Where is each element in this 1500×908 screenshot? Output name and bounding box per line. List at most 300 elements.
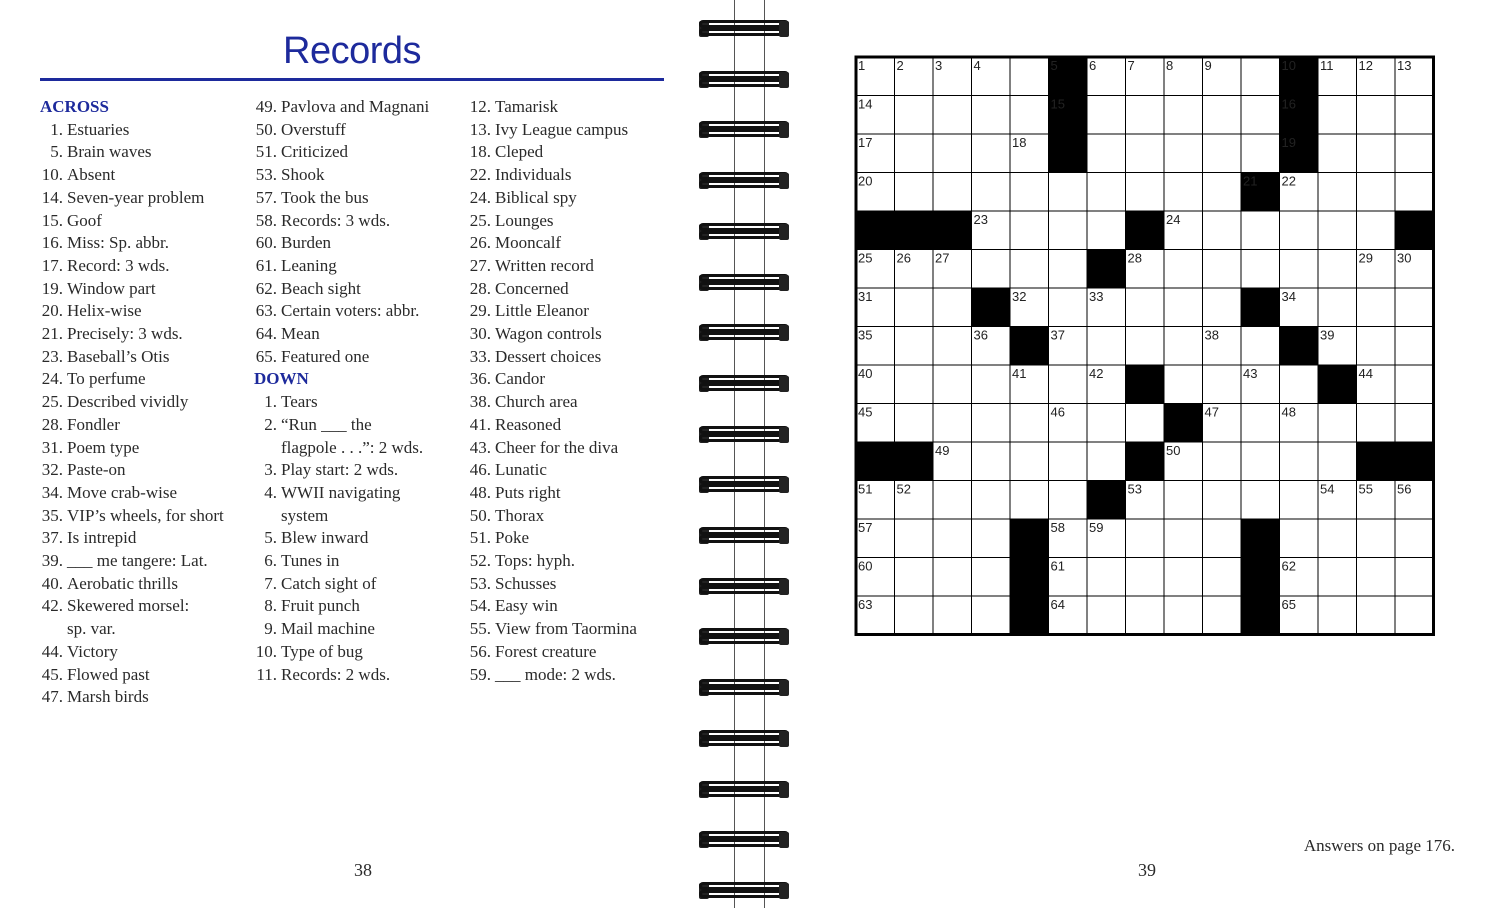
clue-item bbox=[254, 505, 429, 528]
clue-text: Church area bbox=[495, 392, 578, 412]
grid-cell[interactable] bbox=[1318, 558, 1357, 597]
clue-text: sp. var. bbox=[67, 619, 116, 639]
grid-cell[interactable] bbox=[933, 596, 972, 635]
spiral-coil bbox=[699, 525, 789, 547]
grid-cell[interactable] bbox=[1395, 365, 1434, 404]
clue-text: Move crab-wise bbox=[67, 482, 177, 502]
cell-number: 41 bbox=[1012, 366, 1027, 381]
grid-cell[interactable] bbox=[895, 173, 934, 212]
black-square bbox=[895, 211, 934, 250]
clue-number: 9. bbox=[264, 619, 277, 639]
cell-number: 34 bbox=[1281, 289, 1296, 304]
grid-cell[interactable] bbox=[933, 404, 972, 443]
grid-cell[interactable] bbox=[1357, 173, 1396, 212]
grid-cell[interactable] bbox=[1049, 442, 1088, 481]
cell-number: 63 bbox=[858, 597, 873, 612]
clue-number: 40. bbox=[41, 573, 63, 593]
grid-cell[interactable] bbox=[1395, 404, 1434, 443]
clue-item bbox=[254, 595, 429, 618]
cell-number: 27 bbox=[935, 250, 950, 266]
grid-cell[interactable] bbox=[1280, 250, 1319, 289]
grid-cell[interactable] bbox=[1203, 365, 1242, 404]
grid-cell[interactable] bbox=[1241, 134, 1280, 173]
grid-cell[interactable] bbox=[1318, 173, 1357, 212]
grid-cell[interactable] bbox=[1357, 211, 1396, 250]
cell-number: 11 bbox=[1320, 58, 1334, 73]
clue-item bbox=[40, 482, 224, 505]
cell-number: 48 bbox=[1281, 404, 1296, 420]
clue-item bbox=[40, 686, 224, 709]
clue-number: 17. bbox=[41, 255, 63, 275]
grid-cell[interactable] bbox=[1126, 288, 1165, 327]
cell-number: 33 bbox=[1089, 289, 1104, 304]
puzzle-title: Records bbox=[283, 30, 421, 72]
clue-number: 61. bbox=[255, 255, 277, 275]
clue-item bbox=[468, 368, 637, 391]
clue-number: 1. bbox=[50, 119, 63, 139]
grid-cell[interactable] bbox=[1126, 173, 1165, 212]
clue-text: Aerobatic thrills bbox=[67, 573, 178, 593]
clue-item bbox=[40, 437, 224, 460]
cell-number: 1 bbox=[858, 58, 866, 73]
clue-number: 45. bbox=[41, 664, 63, 684]
grid-cell[interactable] bbox=[895, 327, 934, 366]
grid-cell[interactable] bbox=[895, 404, 934, 443]
clue-item bbox=[468, 482, 637, 505]
clue-text: Brain waves bbox=[67, 142, 152, 162]
cell-number: 47 bbox=[1204, 404, 1219, 420]
clue-number: 1. bbox=[264, 392, 277, 412]
cell-number: 55 bbox=[1358, 481, 1373, 497]
grid-cell[interactable] bbox=[1395, 96, 1434, 135]
grid-cell[interactable] bbox=[1203, 250, 1242, 289]
grid-cell[interactable] bbox=[1241, 57, 1280, 96]
grid-cell[interactable] bbox=[1318, 288, 1357, 327]
clue-number: 10. bbox=[41, 165, 63, 185]
cell-number: 24 bbox=[1166, 212, 1181, 227]
spiral-coil bbox=[699, 880, 789, 902]
clue-item bbox=[468, 232, 637, 255]
grid-cell[interactable] bbox=[1241, 442, 1280, 481]
spiral-coil bbox=[699, 322, 789, 344]
cell-number: 39 bbox=[1320, 327, 1335, 343]
clue-text: Schusses bbox=[495, 573, 557, 593]
clue-number: 57. bbox=[255, 187, 277, 207]
clue-number: 48. bbox=[469, 482, 491, 502]
grid-cell[interactable] bbox=[895, 134, 934, 173]
grid-cell[interactable] bbox=[1318, 96, 1357, 135]
cell-number: 40 bbox=[858, 366, 873, 381]
grid-cell[interactable] bbox=[1395, 134, 1434, 173]
clue-number: 4. bbox=[264, 482, 277, 502]
clue-item bbox=[468, 210, 637, 233]
grid-cell[interactable] bbox=[1357, 288, 1396, 327]
grid-cell[interactable] bbox=[1318, 250, 1357, 289]
clue-text: Written record bbox=[495, 255, 594, 275]
clue-item bbox=[254, 391, 429, 414]
grid-cell[interactable] bbox=[895, 96, 934, 135]
grid-cell[interactable] bbox=[1241, 481, 1280, 520]
grid-cell[interactable] bbox=[1126, 404, 1165, 443]
clue-item bbox=[468, 164, 637, 187]
clue-item bbox=[468, 300, 637, 323]
clue-item bbox=[40, 573, 224, 596]
grid-cell[interactable] bbox=[972, 481, 1011, 520]
clue-item bbox=[254, 618, 429, 641]
grid-cell[interactable] bbox=[1010, 442, 1049, 481]
grid-cell[interactable] bbox=[1280, 365, 1319, 404]
clue-item bbox=[254, 482, 429, 505]
grid-cell[interactable] bbox=[1357, 96, 1396, 135]
clue-item bbox=[254, 119, 429, 142]
clue-number: 11. bbox=[256, 664, 277, 684]
grid-cell[interactable] bbox=[1126, 596, 1165, 635]
clue-text: Took the bus bbox=[281, 187, 369, 207]
clue-item bbox=[468, 187, 637, 210]
clue-item bbox=[254, 232, 429, 255]
grid-cell[interactable] bbox=[1087, 442, 1126, 481]
clue-number: 32. bbox=[41, 460, 63, 480]
clue-item bbox=[40, 550, 224, 573]
grid-cell[interactable] bbox=[1164, 173, 1203, 212]
clue-text: Featured one bbox=[281, 346, 370, 366]
grid-cell[interactable] bbox=[1280, 442, 1319, 481]
clue-text: Lounges bbox=[495, 210, 554, 230]
cell-number: 28 bbox=[1127, 250, 1142, 266]
across-heading: ACROSS bbox=[40, 97, 109, 116]
grid-cell[interactable] bbox=[1164, 327, 1203, 366]
grid-cell[interactable] bbox=[1280, 519, 1319, 558]
cell-number: 49 bbox=[935, 443, 950, 458]
grid-cell[interactable] bbox=[1010, 404, 1049, 443]
grid-cell[interactable] bbox=[1357, 596, 1396, 635]
grid-cell[interactable] bbox=[933, 96, 972, 135]
grid-cell[interactable] bbox=[1203, 96, 1242, 135]
cell-number: 19 bbox=[1281, 135, 1296, 150]
cell-number: 7 bbox=[1127, 58, 1135, 73]
grid-cell[interactable] bbox=[933, 327, 972, 366]
clue-text: Play start: 2 wds. bbox=[281, 460, 399, 480]
grid-cell[interactable] bbox=[1395, 327, 1434, 366]
grid-cell[interactable] bbox=[1049, 211, 1088, 250]
grid-cell[interactable] bbox=[1203, 288, 1242, 327]
grid-cell[interactable] bbox=[1395, 596, 1434, 635]
clue-text: Is intrepid bbox=[67, 528, 137, 548]
clue-number: 50. bbox=[255, 119, 277, 139]
grid-cell[interactable] bbox=[1087, 96, 1126, 135]
clue-number: 44. bbox=[41, 641, 63, 661]
grid-cell[interactable] bbox=[1395, 519, 1434, 558]
grid-cell[interactable] bbox=[895, 596, 934, 635]
grid-cell[interactable] bbox=[1010, 57, 1049, 96]
grid-cell[interactable] bbox=[1164, 134, 1203, 173]
clue-item bbox=[254, 414, 429, 437]
clue-item bbox=[254, 278, 429, 301]
clue-number: 65. bbox=[255, 346, 277, 366]
grid-cell[interactable] bbox=[972, 404, 1011, 443]
grid-cell[interactable] bbox=[933, 288, 972, 327]
clue-text: Poem type bbox=[67, 437, 140, 457]
clue-number: 51. bbox=[255, 142, 277, 162]
clue-text: Estuaries bbox=[67, 119, 130, 139]
grid-cell[interactable] bbox=[972, 365, 1011, 404]
grid-cell[interactable] bbox=[972, 173, 1011, 212]
grid-cell[interactable] bbox=[1357, 134, 1396, 173]
grid-cell[interactable] bbox=[1164, 96, 1203, 135]
grid-cell[interactable] bbox=[1318, 442, 1357, 481]
grid-cell[interactable] bbox=[1049, 481, 1088, 520]
clue-item bbox=[468, 391, 637, 414]
clue-item bbox=[254, 210, 429, 233]
black-square bbox=[1241, 519, 1280, 558]
clue-number: 28. bbox=[41, 414, 63, 434]
spiral-coil bbox=[699, 626, 789, 648]
grid-cell[interactable] bbox=[1318, 404, 1357, 443]
grid-cell[interactable] bbox=[1203, 442, 1242, 481]
clue-number: 63. bbox=[255, 301, 277, 321]
clue-text: Records: 3 wds. bbox=[281, 210, 391, 230]
grid-cell[interactable] bbox=[1357, 519, 1396, 558]
clue-text: Skewered morsel: bbox=[67, 596, 190, 616]
spiral-coil bbox=[699, 221, 789, 243]
clue-item bbox=[40, 346, 224, 369]
grid-cell[interactable] bbox=[1010, 250, 1049, 289]
grid-cell[interactable] bbox=[1395, 288, 1434, 327]
grid-cell[interactable] bbox=[1357, 327, 1396, 366]
black-square bbox=[1357, 442, 1396, 481]
clue-item bbox=[254, 550, 429, 573]
clue-number: 60. bbox=[255, 233, 277, 253]
grid-cell[interactable] bbox=[1203, 134, 1242, 173]
clue-item bbox=[40, 300, 224, 323]
grid-cell[interactable] bbox=[1395, 558, 1434, 597]
clue-text: Pavlova and Magnani bbox=[281, 97, 430, 116]
clue-text: Victory bbox=[67, 641, 118, 661]
grid-cell[interactable] bbox=[1087, 327, 1126, 366]
clue-item bbox=[468, 618, 637, 641]
cell-number: 4 bbox=[973, 58, 981, 73]
grid-cell[interactable] bbox=[1126, 558, 1165, 597]
black-square bbox=[1010, 596, 1049, 635]
cell-number: 30 bbox=[1397, 250, 1412, 266]
cell-number: 14 bbox=[858, 96, 873, 112]
grid-cell[interactable] bbox=[1087, 211, 1126, 250]
clue-text: Paste-on bbox=[67, 460, 126, 480]
grid-cell[interactable] bbox=[1164, 519, 1203, 558]
spiral-coil bbox=[699, 728, 789, 750]
grid-cell[interactable] bbox=[933, 134, 972, 173]
grid-cell[interactable] bbox=[1203, 481, 1242, 520]
clue-item bbox=[40, 119, 224, 142]
grid-cell[interactable] bbox=[972, 442, 1011, 481]
grid-cell[interactable] bbox=[1087, 134, 1126, 173]
spiral-coil bbox=[699, 474, 789, 496]
clue-text: Marsh birds bbox=[67, 687, 149, 707]
grid-cell[interactable] bbox=[1203, 519, 1242, 558]
grid-cell[interactable] bbox=[1087, 558, 1126, 597]
clue-number: 37. bbox=[41, 528, 63, 548]
clue-item bbox=[40, 255, 224, 278]
grid-cell[interactable] bbox=[895, 288, 934, 327]
cell-number: 12 bbox=[1358, 58, 1373, 73]
cell-number: 56 bbox=[1397, 481, 1412, 497]
grid-cell[interactable] bbox=[1203, 558, 1242, 597]
cell-number: 38 bbox=[1204, 327, 1219, 343]
clue-item bbox=[254, 664, 429, 687]
clue-text: Thorax bbox=[495, 505, 545, 525]
right-page-number: 39 bbox=[1138, 860, 1156, 880]
grid-cell[interactable] bbox=[1280, 481, 1319, 520]
grid-cell[interactable] bbox=[1010, 173, 1049, 212]
clue-number: 43. bbox=[469, 437, 491, 457]
grid-cell[interactable] bbox=[895, 519, 934, 558]
grid-cell[interactable] bbox=[1164, 596, 1203, 635]
grid-cell[interactable] bbox=[1241, 211, 1280, 250]
clue-number: 62. bbox=[255, 278, 277, 298]
grid-cell[interactable] bbox=[1010, 211, 1049, 250]
grid-cell[interactable] bbox=[933, 519, 972, 558]
grid-cell[interactable] bbox=[1164, 481, 1203, 520]
black-square bbox=[1241, 558, 1280, 597]
grid-cell[interactable] bbox=[1318, 134, 1357, 173]
clue-item bbox=[468, 459, 637, 482]
grid-cell[interactable] bbox=[1318, 596, 1357, 635]
clue-number: 12. bbox=[469, 97, 491, 116]
grid-cell[interactable] bbox=[1126, 327, 1165, 366]
clue-number: 19. bbox=[41, 278, 63, 298]
clue-number: 31. bbox=[41, 437, 63, 457]
cell-number: 26 bbox=[896, 250, 911, 266]
grid-cell[interactable] bbox=[1164, 365, 1203, 404]
clue-text: Fondler bbox=[67, 414, 120, 434]
clue-item bbox=[40, 618, 224, 641]
grid-cell[interactable] bbox=[1280, 211, 1319, 250]
spiral-binding bbox=[690, 0, 800, 908]
black-square bbox=[895, 442, 934, 481]
clue-text: Wagon controls bbox=[495, 324, 602, 344]
clue-item bbox=[254, 323, 429, 346]
clue-item bbox=[40, 505, 224, 528]
clue-number: 29. bbox=[469, 301, 491, 321]
grid-cell[interactable] bbox=[1357, 558, 1396, 597]
black-square bbox=[933, 211, 972, 250]
grid-cell[interactable] bbox=[1241, 404, 1280, 443]
grid-cell[interactable] bbox=[1203, 596, 1242, 635]
clue-item bbox=[468, 119, 637, 142]
clue-item bbox=[468, 96, 637, 119]
grid-cell[interactable] bbox=[1164, 250, 1203, 289]
clue-text: Type of bug bbox=[281, 641, 363, 661]
grid-cell[interactable] bbox=[895, 365, 934, 404]
grid-cell[interactable] bbox=[1164, 288, 1203, 327]
clue-text: Tears bbox=[281, 392, 318, 412]
grid-cell[interactable] bbox=[1318, 211, 1357, 250]
grid-cell[interactable] bbox=[1241, 250, 1280, 289]
grid-cell[interactable] bbox=[972, 558, 1011, 597]
clue-number: 14. bbox=[41, 187, 63, 207]
grid-cell[interactable] bbox=[1241, 327, 1280, 366]
clue-number: 21. bbox=[41, 324, 63, 344]
grid-cell[interactable] bbox=[933, 481, 972, 520]
cell-number: 36 bbox=[973, 327, 988, 343]
clue-number: 13. bbox=[469, 119, 491, 139]
grid-cell[interactable] bbox=[972, 134, 1011, 173]
grid-cell[interactable] bbox=[1126, 519, 1165, 558]
grid-cell[interactable] bbox=[1203, 173, 1242, 212]
clue-text: ___ mode: 2 wds. bbox=[495, 664, 616, 684]
clue-number: 25. bbox=[41, 392, 63, 412]
grid-cell[interactable] bbox=[1049, 365, 1088, 404]
grid-cell[interactable] bbox=[1049, 288, 1088, 327]
spiral-coil bbox=[699, 69, 789, 91]
grid-cell[interactable] bbox=[933, 173, 972, 212]
grid-cell[interactable] bbox=[1087, 173, 1126, 212]
grid-cell[interactable] bbox=[1087, 596, 1126, 635]
clue-text: ___ me tangere: Lat. bbox=[67, 551, 208, 571]
cell-number: 23 bbox=[973, 212, 988, 227]
clue-number: 20. bbox=[41, 301, 63, 321]
cell-number: 54 bbox=[1320, 481, 1335, 497]
grid-cell[interactable] bbox=[1357, 404, 1396, 443]
grid-cell[interactable] bbox=[1126, 96, 1165, 135]
grid-cell[interactable] bbox=[972, 96, 1011, 135]
clue-text: Criticized bbox=[281, 142, 349, 162]
spiral-coil bbox=[699, 373, 789, 395]
clue-item bbox=[40, 641, 224, 664]
grid-cell[interactable] bbox=[1087, 404, 1126, 443]
grid-cell[interactable] bbox=[933, 365, 972, 404]
cell-number: 15 bbox=[1050, 96, 1065, 112]
cell-number: 6 bbox=[1089, 58, 1097, 73]
clue-text: Forest creature bbox=[495, 641, 597, 661]
clue-text: Records: 2 wds. bbox=[281, 664, 391, 684]
clue-item bbox=[468, 141, 637, 164]
clue-text: Mooncalf bbox=[495, 233, 562, 253]
clue-text: Tops: hyph. bbox=[495, 551, 576, 571]
grid-cell[interactable] bbox=[1203, 211, 1242, 250]
clue-item bbox=[40, 187, 224, 210]
cell-number: 10 bbox=[1281, 58, 1296, 73]
grid-cell[interactable] bbox=[1241, 96, 1280, 135]
grid-cell[interactable] bbox=[972, 519, 1011, 558]
clue-text: Tamarisk bbox=[495, 97, 559, 116]
grid-cell[interactable] bbox=[972, 596, 1011, 635]
clue-number: 53. bbox=[469, 573, 491, 593]
grid-cell[interactable] bbox=[1164, 558, 1203, 597]
cell-number: 44 bbox=[1358, 366, 1373, 381]
grid-cell[interactable] bbox=[1010, 96, 1049, 135]
clue-number: 5. bbox=[50, 142, 63, 162]
grid-cell[interactable] bbox=[895, 558, 934, 597]
grid-cell[interactable] bbox=[1049, 173, 1088, 212]
clue-column-2 bbox=[254, 96, 429, 686]
grid-cell[interactable] bbox=[1395, 173, 1434, 212]
spiral-coil bbox=[699, 779, 789, 801]
grid-cell[interactable] bbox=[1010, 481, 1049, 520]
clue-column-1 bbox=[40, 96, 224, 709]
grid-cell[interactable] bbox=[972, 250, 1011, 289]
clue-item bbox=[254, 573, 429, 596]
grid-cell[interactable] bbox=[1318, 519, 1357, 558]
clue-text: Absent bbox=[67, 165, 116, 185]
black-square bbox=[1010, 558, 1049, 597]
clue-text: Mean bbox=[281, 324, 320, 344]
grid-cell[interactable] bbox=[1126, 134, 1165, 173]
grid-cell[interactable] bbox=[933, 558, 972, 597]
black-square bbox=[1126, 211, 1165, 250]
black-square bbox=[1318, 365, 1357, 404]
grid-cell[interactable] bbox=[1049, 250, 1088, 289]
